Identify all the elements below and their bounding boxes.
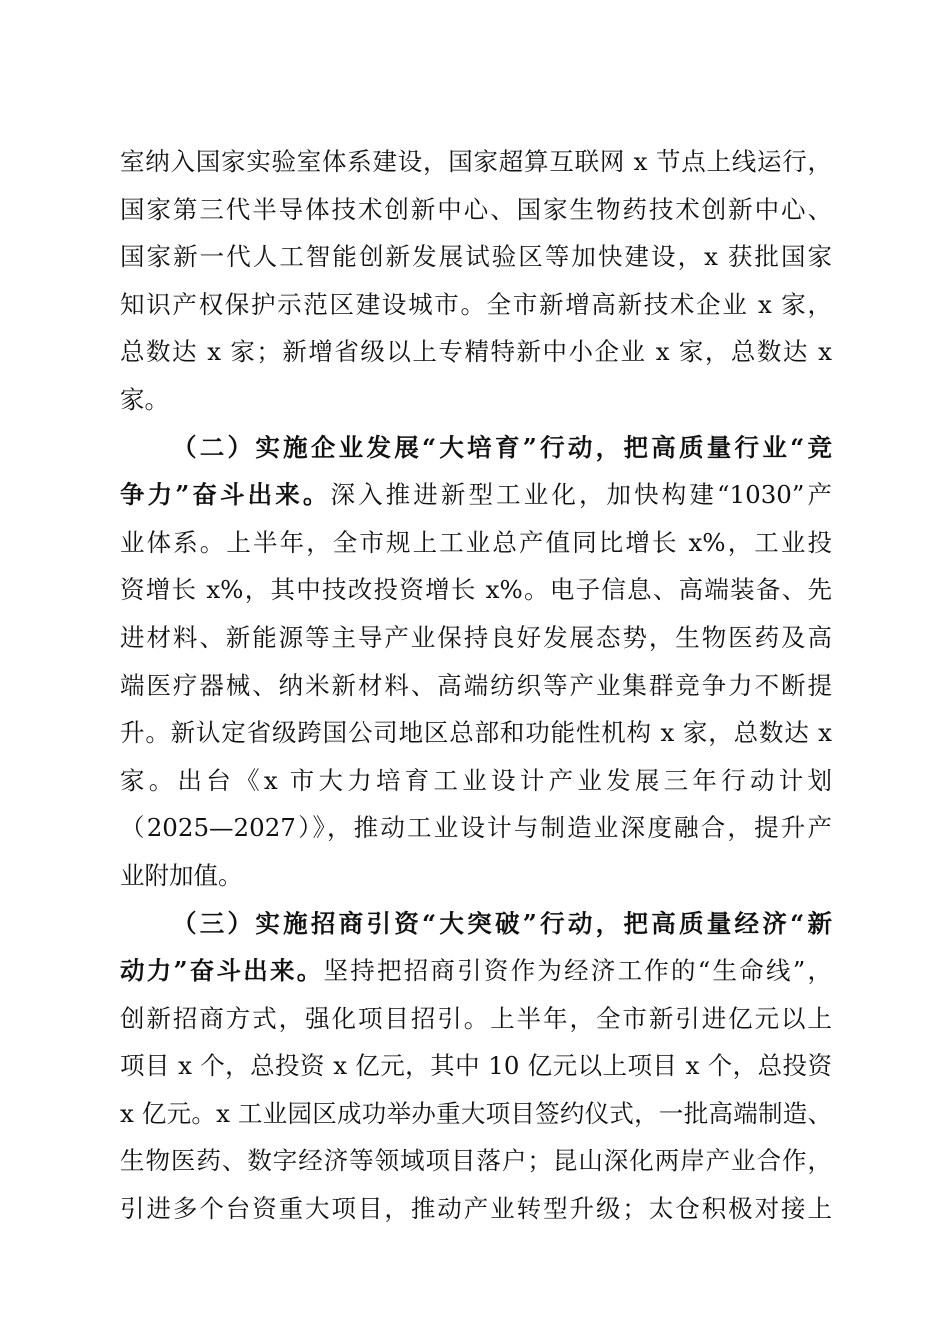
text-line: 业附加值。 [120, 860, 243, 890]
text-line: 家。 [120, 384, 169, 414]
text-line: 创新招商方式，强化项目招引。上半年，全市新引进亿元以上 [120, 1003, 832, 1033]
text-line: 进材料、新能源等主导产业保持良好发展态势，生物医药及高 [120, 622, 832, 652]
text-segment: 深入推进新型工业化，加快构建“1030”产 [330, 480, 832, 510]
text-line: 引进多个台资重大项目，推动产业转型升级；太仓积极对接上 [120, 1194, 832, 1224]
text-line: 国家新一代人工智能创新发展试验区等加快建设，x 获批国家 [120, 242, 832, 272]
section-heading: （三）实施招商引资“大突破”行动，把高质量经济“新 [172, 908, 832, 938]
text-line: 升。新认定省级跨国公司地区总部和功能性机构 x 家，总数达 x [120, 718, 832, 748]
document-body [120, 138, 832, 1233]
paragraph-innovation-continued [120, 138, 832, 424]
text-line: x 亿元。x 工业园区成功举办重大项目签约仪式，一批高端制造、 [120, 1098, 832, 1128]
text-line [120, 947, 832, 995]
text-line: （2025—2027）》，推动工业设计与制造业深度融合，提升产 [120, 813, 832, 843]
paragraph-investment-attraction [120, 900, 832, 1233]
text-line: 国家第三代半导体技术创新中心、国家生物药技术创新中心、 [120, 194, 832, 224]
text-line: 总数达 x 家；新增省级以上专精特新中小企业 x 家，总数达 x [120, 337, 832, 367]
paragraph-enterprise-cultivation [120, 424, 832, 900]
text-line: 项目 x 个，总投资 x 亿元，其中 10 亿元以上项目 x 个，总投资 [120, 1051, 832, 1081]
text-line: 端医疗器械、纳米新材料、高端纺织等产业集群竞争力不断提 [120, 670, 832, 700]
section-heading: （二）实施企业发展“大培育”行动，把高质量行业“竞 [172, 432, 832, 462]
text-line: 业体系。上半年，全市规上工业总产值同比增长 x%，工业投 [120, 527, 832, 557]
text-line: 知识产权保护示范区建设城市。全市新增高新技术企业 x 家， [120, 289, 832, 319]
text-line: 资增长 x%，其中技改投资增长 x%。电子信息、高端装备、先 [120, 575, 832, 605]
text-line: 生物医药、数字经济等领域项目落户；昆山深化两岸产业合作， [120, 1146, 832, 1176]
section-heading-end: 争力”奋斗出来。 [120, 480, 331, 510]
text-line: 室纳入国家实验室体系建设，国家超算互联网 x 节点上线运行， [120, 147, 832, 176]
text-line [120, 471, 832, 519]
section-heading-end: 动力”奋斗出来。 [120, 956, 324, 986]
text-segment: 坚持把招商引资作为经济工作的“生命线”， [323, 956, 832, 986]
text-line: 家。出台《x 市大力培育工业设计产业发展三年行动计划 [120, 765, 832, 795]
